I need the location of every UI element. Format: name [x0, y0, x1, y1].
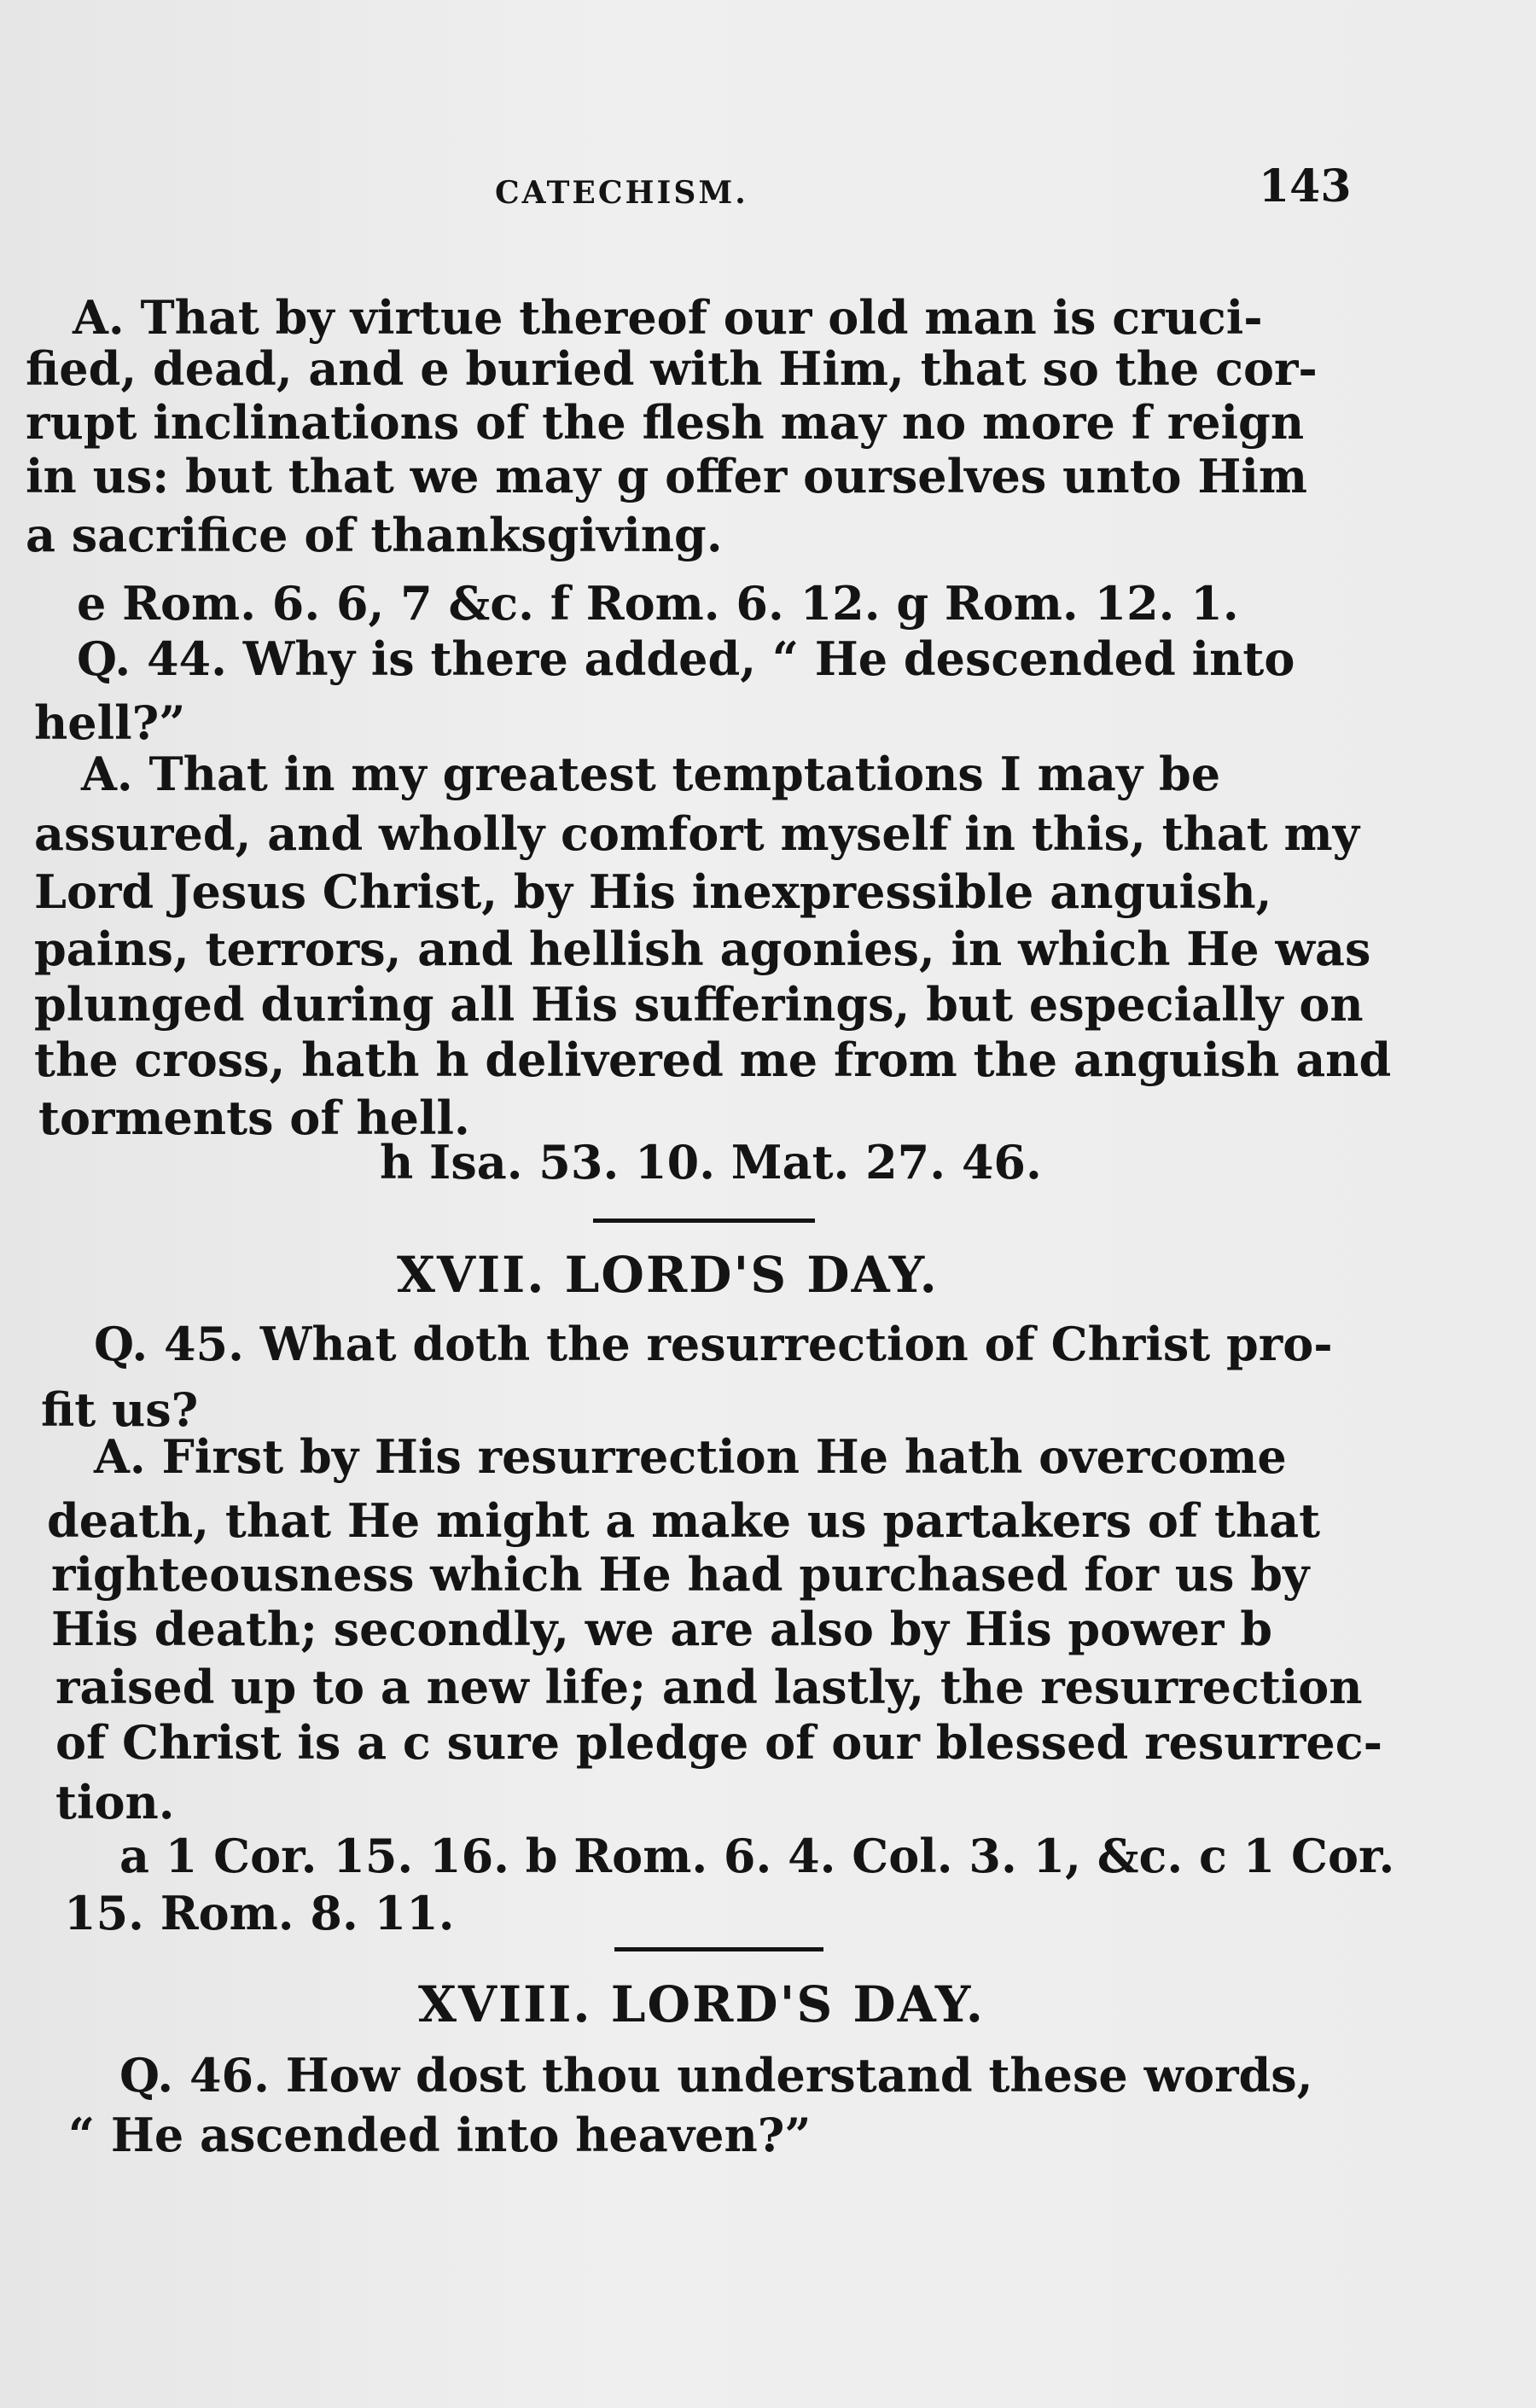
- answer-44-line-4: pains, terrors, and hellish agonies, in which He was: [34, 922, 1371, 976]
- question-46-line-1: Q. 46. How dost thou understand these words,: [119, 2048, 1313, 2103]
- section-divider: [614, 1947, 823, 1951]
- answer-43-references: e Rom. 6. 6, 7 &c. f Rom. 6. 12. g Rom. 12. 1.: [77, 576, 1239, 631]
- question-45-line-1: Q. 45. What doth the resurrection of Christ pro-: [94, 1317, 1333, 1371]
- answer-44-line-3: Lord Jesus Christ, by His inexpressible anguish,: [34, 864, 1272, 919]
- answer-43-line-3: rupt inclinations of the flesh may no more f reign: [26, 395, 1305, 450]
- answer-44-line-6: the cross, hath h delivered me from the anguish and: [34, 1032, 1392, 1087]
- section-heading-xviii: XVIII. LORD'S DAY.: [418, 1975, 985, 2033]
- answer-44-references: h Isa. 53. 10. Mat. 27. 46.: [380, 1135, 1042, 1189]
- answer-44-line-2: assured, and wholly comfort myself in this, that my: [34, 806, 1360, 861]
- question-45-line-2: fit us?: [41, 1382, 199, 1437]
- answer-44-line-5: plunged during all His sufferings, but especially on: [34, 977, 1364, 1032]
- answer-45-line-4: His death; secondly, we are also by His power b: [51, 1602, 1273, 1656]
- section-heading-xvii: XVII. LORD'S DAY.: [397, 1246, 939, 1304]
- question-44-line-1: Q. 44. Why is there added, “ He descended into: [77, 631, 1295, 686]
- answer-43-line-4: in us: but that we may g offer ourselves unto Him: [26, 449, 1308, 503]
- answer-44-line-7: torments of hell.: [38, 1091, 470, 1145]
- answer-45-line-2: death, that He might a make us partakers of that: [47, 1493, 1321, 1548]
- answer-44-line-1: A. That in my greatest temptations I may be: [81, 747, 1221, 801]
- answer-45-line-3: righteousness which He had purchased for us by: [51, 1547, 1310, 1602]
- answer-45-line-5: raised up to a new life; and lastly, the resurrection: [55, 1660, 1363, 1714]
- answer-45-line-6: of Christ is a c sure pledge of our blessed resurrec-: [55, 1715, 1383, 1770]
- answer-45-references-line-2: 15. Rom. 8. 11.: [64, 1886, 455, 1940]
- question-44-line-2: hell?”: [34, 695, 186, 750]
- running-header: CATECHISM.: [495, 175, 748, 211]
- page-number: 143: [1259, 160, 1352, 212]
- answer-43-line-2: fied, dead, and e buried with Him, that so the cor-: [26, 341, 1318, 396]
- answer-45-line-7: tion.: [55, 1775, 175, 1829]
- answer-45-line-1: A. First by His resurrection He hath overcome: [94, 1429, 1287, 1484]
- answer-43-line-5: a sacrifice of thanksgiving.: [26, 508, 723, 562]
- section-divider: [593, 1219, 815, 1223]
- answer-45-references-line-1: a 1 Cor. 15. 16. b Rom. 6. 4. Col. 3. 1, &c. c 1 Cor.: [119, 1829, 1395, 1883]
- answer-43-line-1: A. That by virtue thereof our old man is cruci-: [73, 290, 1263, 345]
- question-46-line-2: “ He ascended into heaven?”: [68, 2108, 812, 2162]
